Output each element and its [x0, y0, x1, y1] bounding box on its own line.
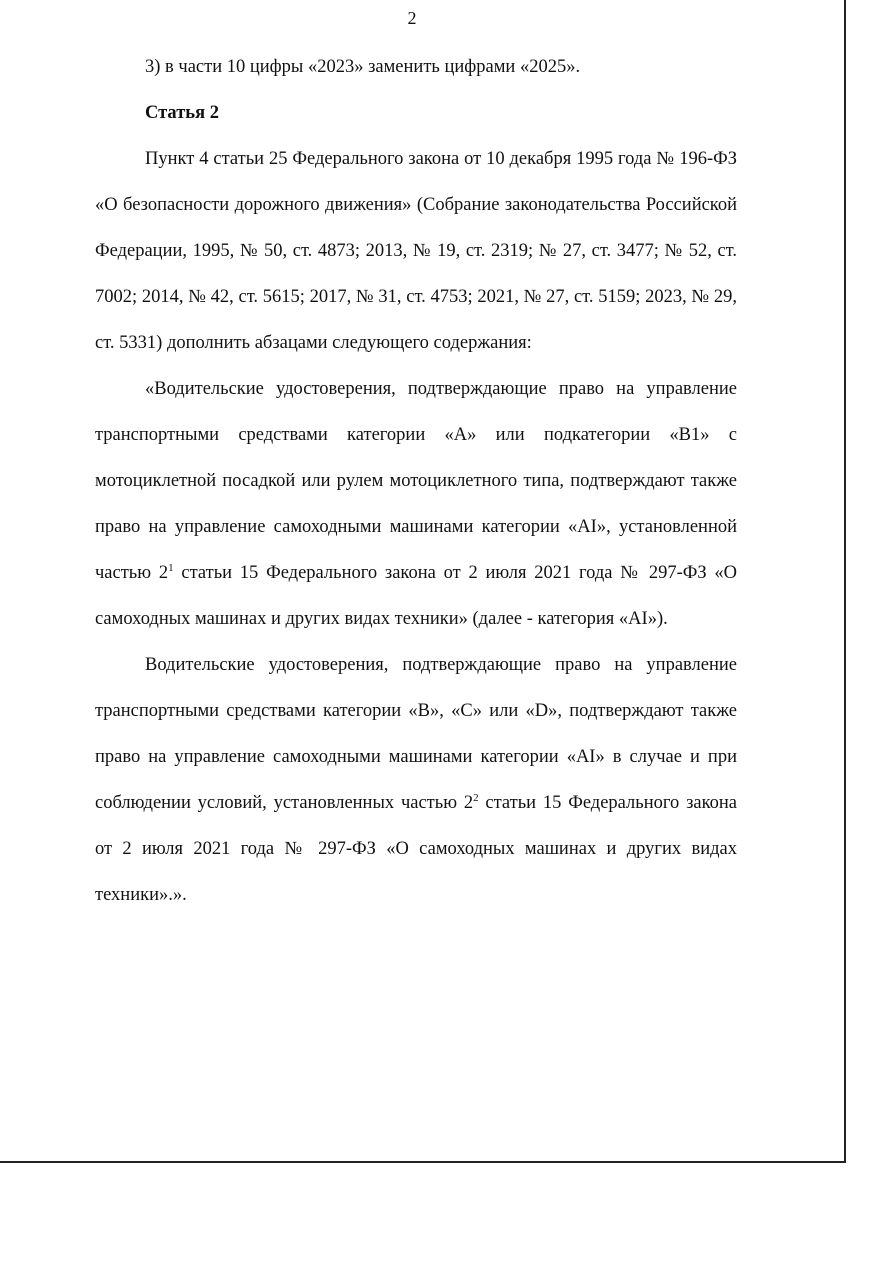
paragraph-category-b-text-1: Водительские удостоверения, подтверждающие право на управление транспортными средствами категории «В», «С» или «D», подтверждают также право на управление самоходными машинами категории «AI» в случае и при соблюдении условий, установленных частью 2: [95, 655, 737, 813]
paragraph-category-b-text-2: статьи 15 Федерального закона от 2 июля 2021 года № 297-ФЗ «О самоходных машинах и других видах техники».».: [95, 793, 737, 905]
list-item-3: 3) в части 10 цифры «2023» заменить цифрами «2025».: [145, 57, 581, 77]
superscript-1: 1: [168, 561, 174, 574]
document-body: [95, 44, 737, 918]
paragraph-category-b: [95, 642, 737, 918]
paragraph-category-a-text-1: «Водительские удостоверения, подтверждающие право на управление транспортными средствами категории «А» или подкатегории «В1» с мотоциклетной посадкой или рулем мотоциклетного типа, подтверждают также право на управление самоходными машинами категории «AI», установленной частью 2: [95, 379, 737, 583]
page-number: 2: [407, 8, 417, 28]
superscript-2: 2: [473, 791, 479, 804]
paragraph-category-a-text-2: статьи 15 Федерального закона от 2 июля 2021 года № 297-ФЗ «О самоходных машинах и других видах техники» (далее - категория «AI»).: [95, 563, 737, 629]
paragraph-category-a: [95, 366, 737, 642]
article-heading: Статья 2: [145, 103, 219, 123]
paragraph-intro: Пункт 4 статьи 25 Федерального закона от 10 декабря 1995 года № 196-ФЗ «О безопасности дорожного движения» (Собрание законодательства Российской Федерации, 1995, № 50, ст. 4873; 2013, № 19, ст. 2319; № 27, ст. 3477; № 52, ст. 7002; 2014, № 42, ст. 5615; 2017, № 31, ст. 4753; 2021, № 27, ст. 5159; 2023, № 29, ст. 5331) дополнить абзацами следующего содержания:: [95, 149, 737, 353]
